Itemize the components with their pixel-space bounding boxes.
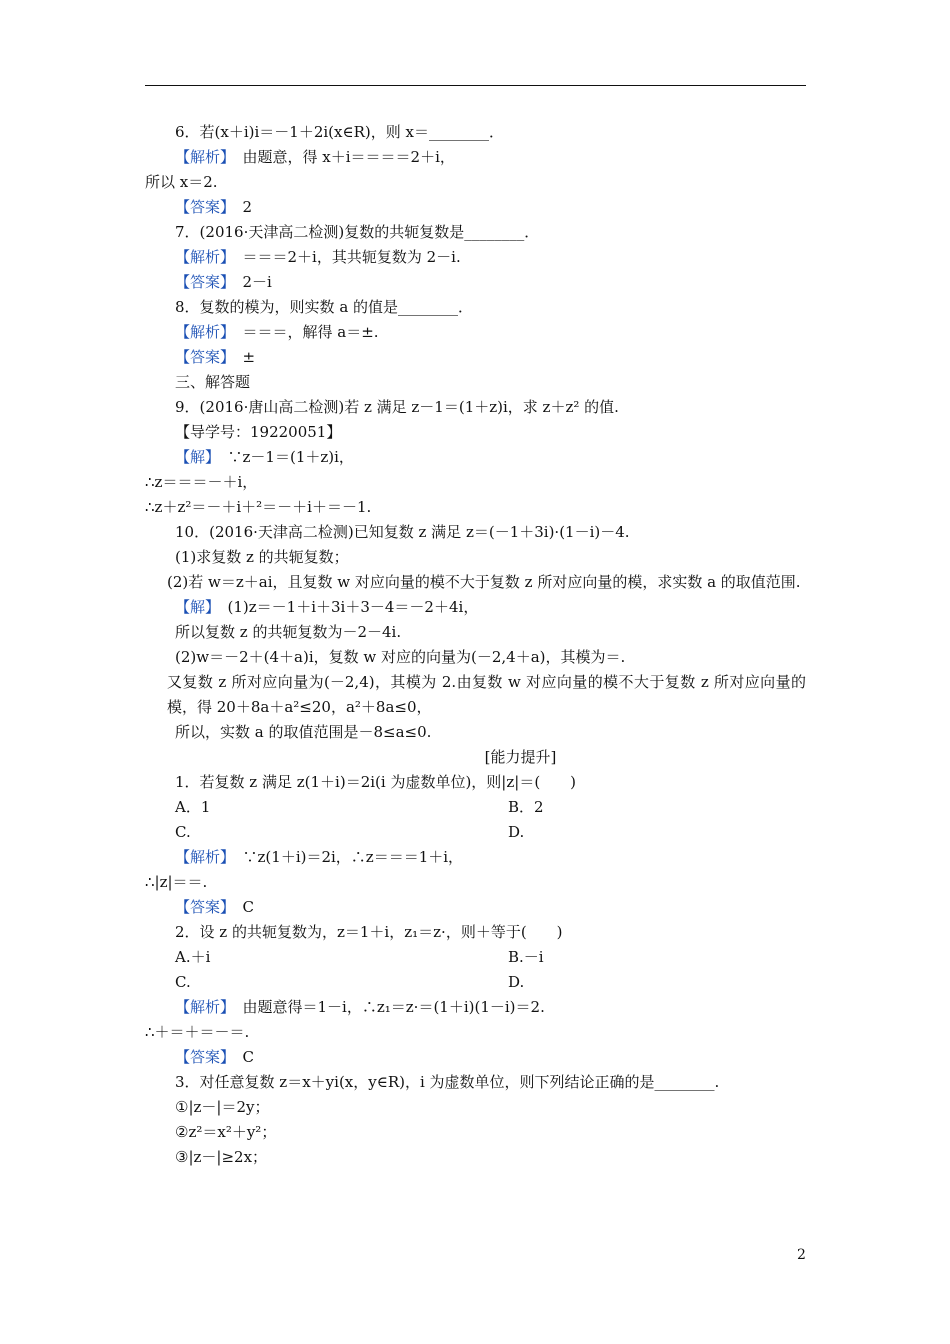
options-row bbox=[145, 795, 806, 820]
statement-2: ②z²＝x²＋y²； bbox=[175, 1123, 277, 1141]
answer-7 bbox=[145, 270, 806, 295]
label-text: (1)z＝－1＋i＋3i＋3－4＝－2＋4i， bbox=[212, 598, 479, 616]
analysis-8 bbox=[145, 320, 806, 345]
label-tag: 【答案】 bbox=[175, 1048, 228, 1066]
analysis-6-cont: 所以 x＝2. bbox=[145, 173, 218, 191]
question-10-part-1: (1)求复数 z 的共轭复数； bbox=[175, 548, 349, 566]
solution-9 bbox=[145, 445, 806, 470]
analysis-7 bbox=[145, 245, 806, 270]
label-tag: 【解析】 bbox=[175, 998, 228, 1016]
solution-10-step: 所以复数 z 的共轭复数为－2－4i. bbox=[175, 623, 402, 641]
label-text: ∵z－1＝(1＋z)i， bbox=[212, 448, 354, 466]
label-text: 2 bbox=[227, 198, 253, 216]
section-heading: 三、解答题 bbox=[175, 373, 251, 391]
ability-analysis-2-cont: ∴＋＝＋＝－＝. bbox=[145, 1023, 250, 1041]
label-text: C bbox=[227, 1048, 254, 1066]
ability-answer-2 bbox=[145, 1045, 806, 1070]
question-9: 9．(2016·唐山高二检测)若 z 满足 z－1＝(1＋z)i，求 z＋z² 的值. bbox=[175, 398, 619, 416]
question-10: 10．(2016·天津高二检测)已知复数 z 满足 z＝(－1＋3i)·(1－i)－4. bbox=[175, 523, 630, 541]
solution-10-step: 所以，实数 a 的取值范围是－8≤a≤0. bbox=[175, 723, 432, 741]
ability-answer-1 bbox=[145, 895, 806, 920]
option-b: B.－i bbox=[508, 948, 544, 966]
solution-10-step: 又复数 z 所对应向量为(－2,4)，其模为 2.由复数 w 对应向量的模不大于复数 z 所对应向量的模，得 20＋8a＋a²≤20，a²＋8a≤0， bbox=[167, 673, 806, 716]
guide-number: 【导学号：19220051】 bbox=[175, 423, 342, 441]
ability-analysis-1-cont: ∴|z|＝＝. bbox=[145, 873, 208, 891]
statement-1: ①|z－|＝2y； bbox=[175, 1098, 270, 1116]
label-tag: 【答案】 bbox=[175, 348, 228, 366]
label-tag: 【解】 bbox=[175, 598, 213, 616]
label-text: ＝＝＝，解得 a＝±. bbox=[227, 323, 379, 341]
label-tag: 【解析】 bbox=[175, 148, 228, 166]
ability-question-1: 1．若复数 z 满足 z(1＋i)＝2i(i 为虚数单位)，则|z|＝( ) bbox=[175, 773, 577, 791]
label-text: ± bbox=[227, 348, 256, 366]
label-tag: 【解析】 bbox=[175, 848, 228, 866]
answer-8 bbox=[145, 345, 806, 370]
option-a: A．1 bbox=[175, 798, 211, 816]
options-row bbox=[145, 945, 806, 970]
option-a: A.＋i bbox=[175, 948, 211, 966]
question-8: 8．复数的模为，则实数 a 的值是________． bbox=[175, 298, 474, 316]
option-c: C. bbox=[175, 823, 191, 841]
analysis-6 bbox=[145, 145, 806, 170]
label-text: 由题意，得 x＋i＝＝＝＝2＋i， bbox=[227, 148, 455, 166]
label-tag: 【答案】 bbox=[175, 273, 228, 291]
section-heading-ability: [能力提升] bbox=[484, 748, 557, 766]
ability-analysis-1 bbox=[145, 845, 806, 870]
label-text: ∵z(1＋i)＝2i，∴z＝＝＝1＋i， bbox=[227, 848, 464, 866]
options-row bbox=[145, 820, 806, 845]
question-10-part-2: (2)若 w＝z＋ai，且复数 w 对应向量的模不大于复数 z 所对应向量的模，求实数 a 的取值范围. bbox=[167, 573, 801, 591]
question-6: 6．若(x＋i)i＝－1＋2i(x∈R)，则 x＝________． bbox=[175, 123, 504, 141]
document-body bbox=[145, 120, 806, 1170]
label-text: C bbox=[227, 898, 254, 916]
label-tag: 【解】 bbox=[175, 448, 213, 466]
label-tag: 【答案】 bbox=[175, 898, 228, 916]
header-rule bbox=[145, 85, 806, 86]
options-row bbox=[145, 970, 806, 995]
ability-analysis-2 bbox=[145, 995, 806, 1020]
solution-9-step: ∴z＋z²＝－＋i＋²＝－＋i＋＝－1. bbox=[145, 498, 372, 516]
solution-9-step: ∴z＝＝＝－＋i， bbox=[145, 473, 258, 491]
label-text: 由题意得＝1－i，∴z₁＝z·＝(1＋i)(1－i)＝2. bbox=[227, 998, 545, 1016]
label-text: 2－i bbox=[227, 273, 272, 291]
label-tag: 【解析】 bbox=[175, 323, 228, 341]
ability-question-3: 3．对任意复数 z＝x＋yi(x，y∈R)，i 为虚数单位，则下列结论正确的是________. bbox=[175, 1073, 720, 1091]
option-c: C. bbox=[175, 973, 191, 991]
solution-10-step: (2)w＝－2＋(4＋a)i，复数 w 对应的向量为(－2,4＋a)，其模为＝. bbox=[175, 648, 626, 666]
answer-6 bbox=[145, 195, 806, 220]
page-number: 2 bbox=[797, 1247, 806, 1263]
option-b: B．2 bbox=[508, 798, 544, 816]
statement-3: ③|z－|≥2x； bbox=[175, 1148, 268, 1166]
question-7: 7．(2016·天津高二检测)复数的共轭复数是________． bbox=[175, 223, 540, 241]
solution-10 bbox=[145, 595, 806, 620]
label-tag: 【答案】 bbox=[175, 198, 228, 216]
label-text: ＝＝＝2＋i，其共轭复数为 2－i. bbox=[227, 248, 461, 266]
option-d: D. bbox=[508, 823, 525, 841]
label-tag: 【解析】 bbox=[175, 248, 228, 266]
ability-question-2: 2．设 z 的共轭复数为，z＝1＋i，z₁＝z·，则＋等于( ) bbox=[175, 923, 563, 941]
option-d: D. bbox=[508, 973, 525, 991]
